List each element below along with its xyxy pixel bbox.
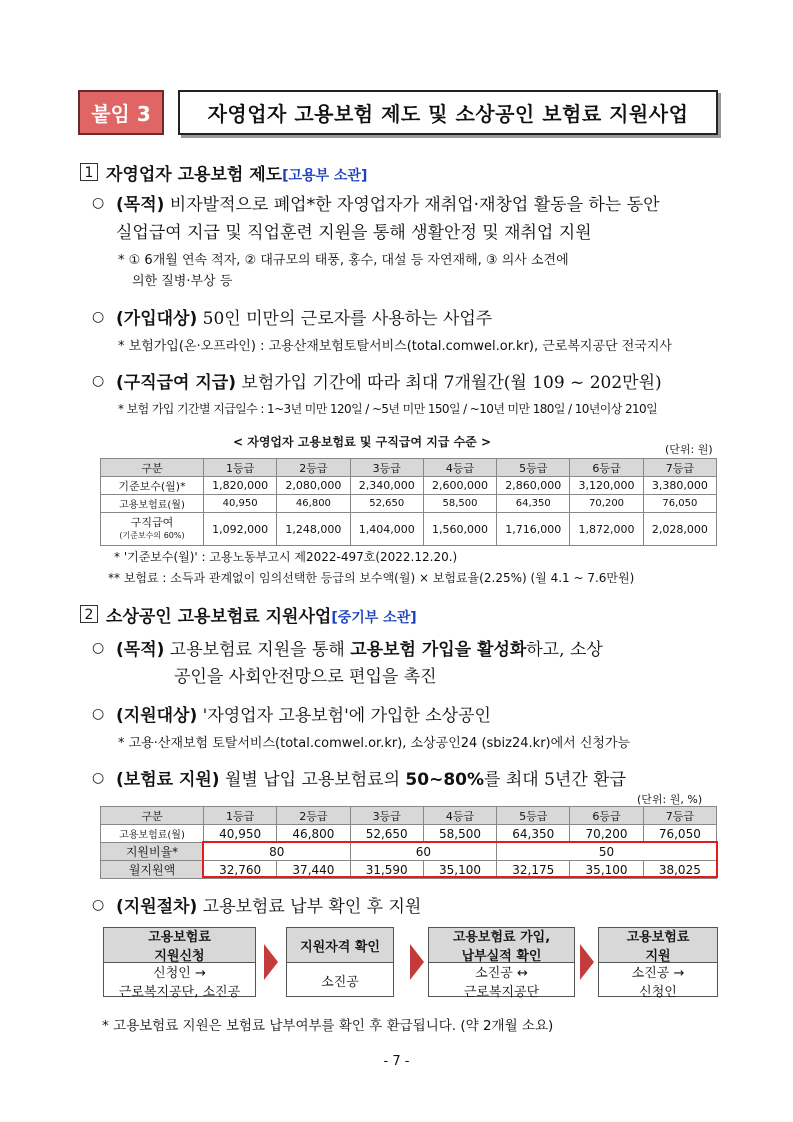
s2-purpose-text2: 공인을 사회안전망으로 편입을 촉진 [174, 667, 437, 687]
flow-body-line: 근로복지공단 [463, 984, 540, 1000]
flow-head-line: 납부실적 확인 [461, 949, 542, 964]
table-cell: 46,800 [277, 825, 350, 843]
flow-head-line: 지원 [645, 949, 671, 964]
s2-target-text: '자영업자 고용보험'에 가입한 소상공인 [202, 706, 491, 726]
s2-target [116, 701, 491, 726]
row-label-sub: (기준보수의 60%) [119, 531, 185, 540]
table-cell: 52,650 [350, 495, 423, 513]
table-cell: 32,760 [204, 861, 277, 879]
flow-step-body [429, 963, 574, 998]
s1-purpose-note2: 의한 질병·부상 등 [132, 274, 233, 289]
table-cell: 2,080,000 [277, 477, 350, 495]
flow-head-line: 고용보험료 [148, 930, 211, 945]
s2-foot: * 고용보험료 지원은 보험료 납부여부를 확인 후 환급됩니다. (약 2개월 소요) [102, 1018, 554, 1034]
flow-step-support [598, 927, 718, 1000]
flow-body-line: 소진공 [321, 975, 359, 990]
table-cell: 38,025 [643, 861, 716, 879]
table-header-cell: 3등급 [350, 459, 423, 477]
bullet-icon: ○ [92, 195, 105, 211]
table-header-row [101, 807, 717, 825]
attachment-tag: 붙임 3 [78, 90, 164, 135]
s2-purpose-label: (목적) [116, 640, 165, 660]
row-label: 고용보험료(월) [101, 495, 204, 513]
table-header-cell: 1등급 [204, 459, 277, 477]
table-cell: 60 [350, 843, 497, 861]
table-header-cell: 구분 [101, 459, 204, 477]
table-cell: 70,200 [570, 825, 643, 843]
s2-purpose [116, 635, 603, 660]
s1-benefit-text: 보험가입 기간에 따라 최대 7개월간(월 109 ~ 202만원) [241, 373, 662, 393]
bullet-icon: ○ [92, 770, 105, 786]
highlight-box [202, 841, 718, 878]
s2-support-text-b: 를 최대 5년간 환급 [484, 770, 626, 790]
s1-foot1: * '기준보수(월)' : 고용노동부고시 제2022-497호(2022.12.20.) [114, 550, 458, 564]
flow-step-verify [428, 927, 575, 1000]
table-cell: 64,350 [497, 495, 570, 513]
s1-purpose-label: (목적) [116, 195, 165, 215]
row-label: 월지원액 [101, 861, 204, 879]
flow-body-line: 신청인 → [153, 965, 206, 981]
bullet-icon: ○ [92, 640, 105, 656]
table-cell: 76,050 [643, 825, 716, 843]
table-header-cell: 3등급 [350, 807, 423, 825]
table-cell: 1,248,000 [277, 513, 350, 546]
table-cell: 3,380,000 [643, 477, 716, 495]
table-header-row [101, 459, 717, 477]
table-row [101, 825, 717, 843]
table-header-cell: 구분 [101, 807, 204, 825]
flow-step-body [287, 963, 393, 998]
table-cell: 32,175 [497, 861, 570, 879]
flow-body-line: 신청인 [639, 984, 677, 1000]
s2-procedure [116, 892, 421, 917]
flow-head-line: 고용보험료 [626, 930, 690, 945]
row-label-main: 구직급여 [130, 516, 174, 529]
s1-purpose-note1: * ① 6개월 연속 적자, ② 대규모의 태풍, 홍수, 대설 등 자연재해, ③ 의사 소견에 [118, 253, 569, 268]
table-cell: 58,500 [423, 495, 496, 513]
table-header-cell: 2등급 [277, 807, 350, 825]
table-cell: 2,860,000 [497, 477, 570, 495]
s2-support [116, 765, 626, 790]
table-cell: 2,340,000 [350, 477, 423, 495]
table-cell: 50 [497, 843, 717, 861]
section-1-title [106, 160, 367, 185]
bullet-icon: ○ [92, 897, 105, 913]
flow-step-head [599, 928, 717, 963]
s2-procedure-label: (지원절차) [116, 897, 198, 917]
s1-table-unit: (단위: 원) [665, 443, 713, 456]
flow-step-body [599, 963, 717, 998]
section-2-dept: [중기부 소관] [331, 610, 417, 626]
s1-table-caption: < 자영업자 고용보험료 및 구직급여 지급 수준 > [233, 435, 492, 449]
row-label: 지원비율* [101, 843, 204, 861]
flow-step-head [287, 928, 393, 963]
flow-body-line: 소진공 → [631, 965, 685, 981]
s1-target-note: * 보험가입(온·오프라인) : 고용산재보험토탈서비스(total.comwel.or.kr), 근로복지공단 전국지사 [118, 339, 672, 354]
s2-support-text-a: 월별 납입 고용보험료의 [224, 770, 401, 790]
table-header-cell: 1등급 [204, 807, 277, 825]
flow-head-line: 지원신청 [154, 949, 205, 964]
arrow-right-icon [410, 944, 424, 980]
s1-purpose-text2: 실업급여 지급 및 직업훈련 지원을 통해 생활안정 및 재취업 지원 [116, 223, 592, 243]
flow-step-apply [103, 927, 256, 1000]
table-cell: 2,600,000 [423, 477, 496, 495]
table-cell: 1,820,000 [204, 477, 277, 495]
table-cell: 52,650 [350, 825, 423, 843]
table-cell: 1,716,000 [497, 513, 570, 546]
flow-step-body [104, 963, 255, 998]
row-label: 기준보수(월)* [101, 477, 204, 495]
table-row [101, 513, 717, 546]
s2-target-label: (지원대상) [116, 706, 198, 726]
flow-head-line: 고용보험료 가입, [452, 930, 551, 945]
bullet-icon: ○ [92, 373, 105, 389]
table-cell: 46,800 [277, 495, 350, 513]
page-number: - 7 - [383, 1054, 410, 1069]
flow-head-line: 지원자격 확인 [300, 939, 380, 955]
table-row [101, 495, 717, 513]
table-header-cell: 7등급 [643, 807, 716, 825]
s2-purpose-bold: 고용보험 가입을 활성화 [350, 640, 527, 660]
flow-body-line: 근로복지공단, 소진공 [118, 984, 241, 1000]
section-2-title [106, 602, 417, 627]
s1-purpose [116, 190, 660, 215]
table-cell: 80 [204, 843, 351, 861]
s1-target-text: 50인 미만의 근로자를 사용하는 사업주 [202, 309, 493, 329]
row-label: 고용보험료(월) [101, 825, 204, 843]
s2-procedure-text: 고용보험료 납부 확인 후 지원 [202, 897, 422, 917]
s2-purpose-text-b: 하고, 소상 [526, 640, 603, 660]
table-header-cell: 4등급 [423, 807, 496, 825]
flow-body-line: 소진공 ↔ [475, 965, 528, 981]
row-label [101, 513, 204, 546]
section-2-number: 2 [80, 605, 98, 623]
table-cell: 40,950 [204, 495, 277, 513]
arrow-right-icon [264, 944, 278, 980]
table-header-cell: 7등급 [643, 459, 716, 477]
s1-benefit-note: * 보험 가입 기간별 지급일수 : 1~3년 미만 120일 / ~5년 미만 150일 / ~10년 미만 180일 / 10년이상 210일 [118, 402, 658, 416]
table-cell: 76,050 [643, 495, 716, 513]
table-cell: 1,872,000 [570, 513, 643, 546]
table-cell: 3,120,000 [570, 477, 643, 495]
table-header-cell: 2등급 [277, 459, 350, 477]
s1-foot2: ** 보험료 : 소득과 관계없이 임의선택한 등급의 보수액(월) × 보험료율(2.25%) (월 4.1 ~ 7.6만원) [108, 571, 635, 585]
s1-target-label: (가입대상) [116, 309, 198, 329]
flow-step-head [429, 928, 574, 963]
table-header-cell: 5등급 [497, 459, 570, 477]
table-cell: 64,350 [497, 825, 570, 843]
table-cell: 1,092,000 [204, 513, 277, 546]
section-1-title-text: 자영업자 고용보험 제도 [106, 165, 283, 185]
table-cell: 1,560,000 [423, 513, 496, 546]
table-cell: 2,028,000 [643, 513, 716, 546]
s2-support-bold: 50~80% [405, 770, 485, 790]
flow-step-eligibility [286, 927, 394, 997]
s1-benefit-label: (구직급여 지급) [116, 373, 236, 393]
s1-benefit [116, 368, 662, 393]
arrow-right-icon [580, 944, 594, 980]
table-cell: 37,440 [277, 861, 350, 879]
page-title: 자영업자 고용보험 제도 및 소상공인 보험료 지원사업 [178, 90, 718, 135]
table-header-cell: 5등급 [497, 807, 570, 825]
table-cell: 58,500 [423, 825, 496, 843]
table-cell: 35,100 [423, 861, 496, 879]
s2-support-label: (보험료 지원) [116, 770, 220, 790]
table-cell: 1,404,000 [350, 513, 423, 546]
s2-target-note: * 고용·산재보험 토탈서비스(total.comwel.or.kr), 소상공인24 (sbiz24.kr)에서 신청가능 [118, 736, 631, 751]
section-1-number: 1 [80, 163, 98, 181]
s2-purpose-text-a: 고용보험료 지원을 통해 [169, 640, 345, 660]
table-cell: 35,100 [570, 861, 643, 879]
s2-table-unit: (단위: 원, %) [637, 793, 703, 806]
section-1-dept: [고용부 소관] [282, 168, 368, 184]
table-header-cell: 6등급 [570, 807, 643, 825]
table-header-cell: 6등급 [570, 459, 643, 477]
bullet-icon: ○ [92, 309, 105, 325]
bullet-icon: ○ [92, 706, 105, 722]
table-row [101, 477, 717, 495]
table-header-cell: 4등급 [423, 459, 496, 477]
table-cell: 70,200 [570, 495, 643, 513]
table-cell: 31,590 [350, 861, 423, 879]
flow-step-head [104, 928, 255, 963]
s1-purpose-text: 비자발적으로 폐업*한 자영업자가 재취업·재창업 활동을 하는 동안 [169, 195, 660, 215]
s1-premium-table [100, 458, 717, 546]
s1-target [116, 304, 492, 329]
table-cell: 40,950 [204, 825, 277, 843]
section-2-title-text: 소상공인 고용보험료 지원사업 [106, 607, 332, 627]
